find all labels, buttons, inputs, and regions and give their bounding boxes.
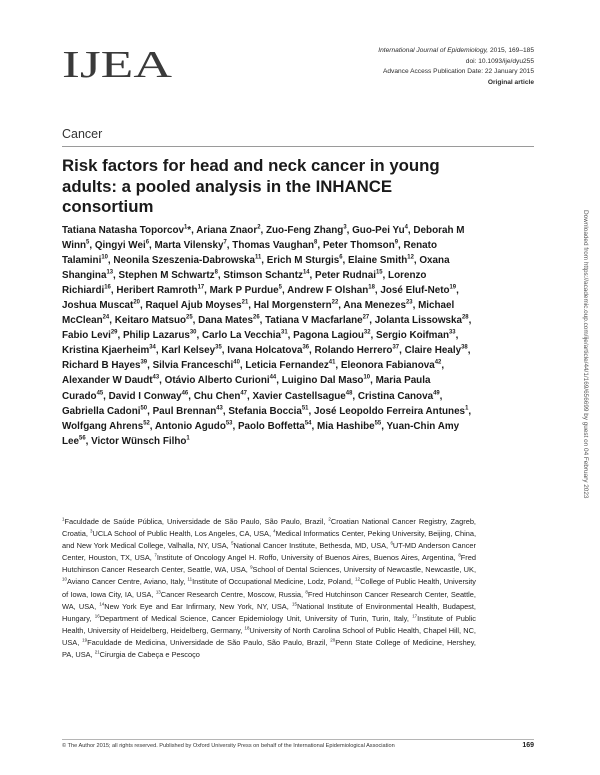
journal-citation (254, 46, 534, 57)
author-name: Carlo La Vecchia (201, 330, 282, 342)
author-affiliation-ref: 51 (301, 405, 309, 412)
author-name: Sergio Koifman (376, 330, 449, 342)
author-affiliation-ref: 23 (405, 299, 413, 306)
author-name: Leticia Fernandez (245, 360, 329, 372)
author-name: Keitaro Matsuo (114, 315, 187, 327)
affiliation-text: Department of Medical Science, Cancer Epidemiology Unit, University of Turin, Turin, Italy, (99, 613, 409, 623)
author (282, 375, 370, 386)
affiliation (250, 565, 476, 574)
affiliation-number: 15 (292, 601, 297, 607)
author-name: Xavier Castellsague (252, 390, 346, 402)
affiliation-number: 4 (273, 528, 276, 534)
author-affiliation-ref: 18 (368, 284, 375, 291)
author (380, 285, 456, 296)
advance-access-label: Advance Access Publication Date: (382, 68, 484, 76)
author-name: Philip Lazarus (122, 330, 190, 342)
author-name: Fabio Levi (62, 330, 111, 342)
author-affiliation-ref: 10 (101, 254, 108, 261)
affiliation-number: 17 (412, 613, 418, 619)
affiliation-number: 21 (94, 649, 100, 655)
affiliation-text: New York Eye and Ear Infirmary, New York, NY, USA, (104, 601, 289, 611)
affiliation-number: 1 (62, 516, 65, 522)
doi[interactable]: doi: 10.1093/ije/dyu255 (465, 57, 534, 65)
author (62, 345, 156, 356)
affiliation-text: Fred Hutchinson Cancer Research Center, Seattle, WA, USA, (62, 553, 476, 575)
author-name: Paolo Boffetta (237, 420, 305, 432)
author-affiliation-ref: 41 (328, 360, 336, 367)
author-name: Silvia Franceschi (152, 360, 234, 372)
affiliation-text: Cirurgia de Cabeça e Pescoço (99, 650, 200, 660)
author-name: Yuan-Chin Amy Lee (62, 420, 460, 447)
author-name: Qingyi Wei (94, 240, 146, 252)
affiliation (156, 590, 303, 599)
affiliation-list (62, 516, 476, 661)
author-affiliation-ref: 48 (345, 390, 353, 397)
author-affiliation-ref: 5 (278, 284, 282, 291)
author-name: Pagona Lagiou (293, 330, 364, 342)
author (287, 285, 375, 296)
affiliation-text: Medical Informatics Center, Peking University, Beijing, China, and New York Medical College, Valhalla, NY, USA, (62, 529, 476, 551)
affiliation-text: Croatian National Cancer Registry, Zagreb, Croatia, (62, 517, 476, 539)
author-affiliation-ref: 7 (223, 239, 227, 246)
author (62, 330, 117, 341)
author (62, 406, 147, 417)
author (293, 330, 370, 341)
author (341, 360, 441, 371)
affiliation (95, 650, 200, 659)
author-name: José Leopoldo Ferreira Antunes (313, 405, 466, 417)
author (198, 315, 259, 326)
author-name: Claire Healy (404, 345, 462, 357)
author (153, 360, 240, 371)
author-name: Michael McClean (62, 300, 455, 327)
author (115, 315, 193, 326)
author-name: Otávio Alberto Curioni (164, 375, 270, 387)
author-affiliation-ref: 26 (253, 314, 260, 321)
journal-name: International Journal of Epidemiology, (378, 47, 489, 54)
author-name: Victor Wünsch Filho (91, 435, 187, 447)
author-affiliation-ref: 6 (339, 254, 343, 261)
author-affiliation-ref: 27 (362, 314, 370, 321)
author (95, 240, 149, 251)
author-name: Lorenzo Richiardi (62, 270, 427, 297)
author-affiliation-ref: 40 (233, 360, 240, 367)
author (155, 421, 233, 432)
author (405, 345, 468, 356)
section-heading: Cancer (62, 127, 103, 141)
author (113, 255, 261, 266)
author-name: Alexander W Daudt (62, 375, 153, 387)
author-affiliation-ref: 15 (375, 269, 383, 276)
section-divider (62, 146, 534, 147)
affiliation-number: 6 (390, 540, 393, 546)
author-name: Dana Mates (198, 315, 254, 327)
author-affiliation-ref: 28 (462, 314, 469, 321)
author-affiliation-ref: 37 (392, 345, 400, 352)
affiliation-text: University of North Carolina School of Public Health, Chapel Hill, NC, USA, (62, 625, 476, 647)
author-name: Stephen M Schwartz (118, 270, 215, 282)
affiliation-number: 16 (94, 613, 100, 619)
author (109, 391, 189, 402)
affiliation-text: National Institute of Environmental Health, Budapest, Hungary, (62, 601, 476, 623)
affiliation-text: Cancer Research Centre, Moscow, Russia, (160, 589, 304, 599)
affiliation-number: 10 (62, 577, 67, 582)
author (352, 225, 408, 236)
logo-text: IJEA (62, 46, 173, 82)
affiliation (90, 529, 271, 538)
author (343, 300, 412, 311)
author-name: Andrew F Olshan (287, 285, 369, 297)
author (223, 270, 309, 281)
author (194, 391, 247, 402)
author (228, 406, 308, 417)
author (238, 421, 312, 432)
affiliation (62, 517, 325, 526)
author-affiliation-ref: 12 (407, 254, 414, 261)
affiliation-text: Institute of Occupational Medicine, Lodz, Poland, (192, 577, 353, 587)
author (245, 360, 335, 371)
author-affiliation-ref: 17 (197, 284, 205, 291)
affiliation (82, 638, 327, 647)
author-affiliation-ref: 22 (331, 299, 339, 306)
author-affiliation-ref: 55 (374, 420, 382, 427)
affiliation-text: Fred Hutchinson Cancer Research Center, Seattle, WA, USA, (62, 589, 476, 611)
author (314, 406, 468, 417)
author-affiliation-ref: 52 (143, 420, 150, 427)
author-affiliation-ref: 1 (184, 224, 188, 231)
author-name: Tatiana Natasha Toporcov (62, 225, 184, 236)
author-affiliation-ref: 53 (225, 420, 233, 427)
affiliation-number: 19 (82, 637, 88, 643)
author (161, 345, 221, 356)
author-name: Mia Hashibe (316, 420, 375, 432)
author (123, 330, 197, 341)
affiliation-text: UT-MD Anderson Cancer Center, Houston, TX, USA, (62, 541, 476, 563)
author-affiliation-ref: 3 (343, 224, 347, 231)
author-name: Erich M Sturgis (266, 255, 340, 267)
author-name: David I Conway (108, 390, 182, 402)
author-name: José Eluf-Neto (380, 285, 450, 297)
author (119, 270, 218, 281)
author-affiliation-ref: 29 (110, 330, 118, 337)
affiliation-number: 2 (328, 516, 331, 522)
author-affiliation-ref: 9 (394, 239, 399, 246)
author (202, 330, 288, 341)
author-name: Ana Menezes (343, 300, 406, 312)
author-affiliation-ref: 25 (186, 314, 193, 321)
author-affiliation-ref: 1 (186, 435, 190, 442)
author (358, 391, 440, 402)
author (62, 225, 191, 236)
author-name: Antonio Agudo (154, 420, 226, 432)
affiliation-number: 7 (154, 552, 157, 558)
author-name: Wolfgang Ahrens (62, 420, 144, 432)
author-affiliation-ref: 36 (302, 345, 310, 352)
affiliation (62, 577, 185, 586)
page-number: 169 (522, 742, 534, 749)
author-affiliation-ref: 34 (149, 345, 156, 352)
author-affiliation-ref: 4 (404, 224, 408, 231)
author-name: Raquel Ajub Moyses (145, 300, 242, 312)
author-name: Maria Paula Curado (62, 375, 431, 402)
author-name: Mark P Purdue (209, 285, 279, 297)
author-affiliation-ref: 11 (255, 254, 262, 261)
author-name: Hal Morgenstern (253, 300, 332, 312)
author-affiliation-ref: 46 (181, 390, 189, 397)
author-name: Stimson Schantz (223, 270, 303, 282)
author (315, 345, 400, 356)
article-type: Original article (487, 78, 534, 86)
author-affiliation-ref: 21 (241, 299, 249, 306)
affiliation-number: 5 (231, 540, 234, 546)
author-affiliation-ref: 20 (133, 299, 140, 306)
author-name: Chu Chen (193, 390, 241, 402)
affiliation-number: 8 (305, 589, 308, 595)
author-affiliation-ref: 35 (215, 345, 222, 352)
article-title: Risk factors for head and neck cancer in young adults: a pooled analysis in the INHANCE consortium (62, 156, 440, 216)
affiliation-number: 14 (99, 601, 105, 607)
author-affiliation-ref: 42 (434, 360, 442, 367)
author-name: Richard B Hayes (62, 360, 141, 372)
author-affiliation-ref: 49 (433, 390, 440, 397)
author (376, 330, 456, 341)
author-affiliation-ref: 45 (96, 390, 104, 397)
author-name: Eleonora Fabianova (340, 360, 435, 372)
author-affiliation-ref: 54 (304, 420, 312, 427)
author-name: Deborah M Winn (62, 225, 465, 252)
author (315, 270, 383, 281)
author (196, 225, 260, 236)
author (165, 375, 277, 386)
author-list: Tatiana Natasha Toporcov$^1$*, Ariana Znaor$^2$, Zuo-Feng Zhang$^3$, Guo-Pei Yu$^4$, Deborah M Winn$^5$, Qingyi Wei$^6$, Marta Vilensky$^7$, Thomas Vaughan$^8$, Peter Thomson$^9$, Renato Talamini$^{10}$, Neonila Szeszenia-Dabrowska$^{11}$, Erich M Sturgis$^6$, Elaine Smith$^{12}$, Oxana Shangina$^{13}$, Stephen M Schwartz$^8$, Stimson Schantz$^{14}$, Peter Rudnai$^{15}$, Lorenzo Richiardi$^{16}$, Heribert Ramroth$^{17}$, Mark P Purdue$^5$, Andrew F Olshan$^{18}$, José Eluf-Neto$^{19}$, Joshua Muscat$^{20}$, Raquel Ajub Moyses$^{21}$, Hal Morgenstern$^{22}$, Ana Menezes$^{23}$, Michael McClean$^{24}$, Keitaro Matsuo$^{25}$, Dana Mates$^{26}$, Tatiana V Macfarlane$^{27}$, Jolanta Lissowska$^{28}$, Fabio Levi$^{29}$, Philip Lazarus$^{30}$, Carlo La Vecchia$^{31}$, Pagona Lagiou$^{32}$, Sergio Koifman$^{33}$, Kristina Kjaerheim$^{34}$, Karl Kelsey$^{35}$, Ivana Holcatova$^{36}$, Rolando Herrero$^{37}$, Claire Healy$^{38}$, Richard B Hayes$^{39}$, Silvia Franceschi$^{40}$, Leticia Fernandez$^{41}$, Eleonora Fabianova$^{42}$, Alexander W Daudt$^{43}$, Otávio Alberto Curioni$^{44}$, Luigino Dal Maso$^{10}$, Maria Paula Curado$^{45}$, David I Conway$^{46}$, Chu Chen$^{47}$, Xavier Castellsague$^{48}$, Cristina Canova$^{49}$, Gabriella Cadoni$^{50}$, Paul Brennan$^{43}$, Stefania Boccia$^{51}$, José Leopoldo Ferreira Antunes$^1$, Wolfgang Ahrens$^{52}$, Antonio Agudo$^{53}$, Paolo Boffetta$^{54}$, Mia Hashibe$^{55}$, Yuan-Chin Amy Lee$^{56}$, Victor Wünsch Filho$^1$ (62, 224, 472, 447)
author (91, 436, 190, 447)
author (254, 300, 339, 311)
citation-pages: 2015, 169–185 (489, 47, 534, 54)
affiliation-text: Penn State College of Medicine, Hershey, PA, USA, (62, 637, 476, 660)
author-affiliation-ref: 8 (314, 239, 318, 246)
author-affiliation-ref: 8 (214, 269, 218, 276)
author (62, 300, 140, 311)
affiliation-number: 8 (458, 552, 461, 558)
author-affiliation-ref: 43 (152, 375, 160, 382)
affiliation-text: Institute of Oncology Angel H. Roffo, University of Buenos Aires, Buenos Aires, Argentina, (156, 553, 456, 563)
author-name: Luigino Dal Maso (281, 375, 364, 387)
author-affiliation-ref: 33 (448, 330, 456, 337)
affiliation-text: Faculdade de Saúde Pública, Universidade de São Paulo, São Paulo, Brazil, (64, 517, 326, 526)
author (267, 255, 343, 266)
author-affiliation-ref: 50 (140, 405, 148, 412)
author-name: Ariana Znaor (196, 225, 258, 236)
author-affiliation-ref: 6 (145, 239, 149, 246)
author (62, 375, 159, 386)
author-name: Guo-Pei Yu (352, 225, 405, 236)
affiliation-number: 11 (187, 577, 193, 582)
download-watermark: Downloaded from https://academic.oup.com/ije/article/44/1/169/656699 by guest on 04 February 2023 (582, 210, 589, 499)
author (252, 391, 352, 402)
affiliation (154, 553, 455, 562)
affiliation-number: 12 (355, 577, 361, 582)
copyright-notice: © The Author 2015; all rights reserved. Published by Oxford University Press on behalf of the International Epidemiological Association (62, 743, 395, 749)
author (317, 421, 381, 432)
author-name: Paul Brennan (152, 405, 217, 417)
author-name: Oxana Shangina (62, 255, 450, 282)
affiliation-text: Faculdade de Medicina, Universidade de São Paulo, São Paulo, Brazil, (87, 637, 328, 647)
author-name: Neonila Szeszenia-Dabrowska (113, 255, 256, 267)
author-name: Elaine Smith (348, 255, 408, 267)
author-affiliation-ref: 24 (102, 314, 110, 321)
author-affiliation-ref: 44 (269, 375, 277, 382)
author (265, 315, 369, 326)
affiliation-text: Aviano Cancer Centre, Aviano, Italy, (66, 577, 186, 587)
author (375, 315, 469, 326)
article-header-meta (254, 46, 534, 88)
author (155, 240, 227, 251)
author-name: Karl Kelsey (161, 345, 216, 357)
author-affiliation-ref: 13 (106, 269, 114, 276)
affiliation-number: 9 (250, 564, 253, 570)
author (116, 285, 204, 296)
author-affiliation-ref: 16 (104, 284, 111, 291)
author-affiliation-ref: 47 (240, 390, 247, 397)
author-affiliation-ref: 38 (461, 345, 468, 352)
author-affiliation-ref: 2 (257, 224, 261, 231)
affiliation-text: UCLA School of Public Health, Los Angeles, CA, USA, (92, 529, 272, 539)
ijea-logo (62, 46, 174, 82)
author-name: Thomas Vaughan (232, 240, 315, 252)
affiliation (99, 602, 288, 611)
author (348, 255, 414, 266)
affiliation-number: 20 (330, 637, 336, 643)
author (62, 360, 147, 371)
author-name: Joshua Muscat (62, 300, 134, 312)
affiliation-number: 13 (155, 589, 161, 595)
author-name: Peter Thomson (322, 240, 395, 252)
author (210, 285, 282, 296)
author-name: Kristina Kjaerheim (62, 345, 150, 357)
author-name: Gabriella Cadoni (62, 405, 141, 417)
author-affiliation-ref: 30 (189, 330, 197, 337)
author (62, 421, 150, 432)
author-name: Ivana Holcatova (227, 345, 303, 357)
author-name: Cristina Canova (357, 390, 434, 402)
author-affiliation-ref: 1 (465, 405, 469, 412)
author-name: Rolando Herrero (314, 345, 393, 357)
author-affiliation-ref: 10 (363, 375, 371, 382)
author-affiliation-ref: 5 (86, 239, 90, 246)
author (232, 240, 317, 251)
affiliation-number: 18 (244, 625, 250, 631)
author-affiliation-ref: 43 (216, 405, 223, 412)
author (323, 240, 398, 251)
affiliation-number: 3 (90, 528, 93, 534)
author-affiliation-ref: 14 (302, 269, 310, 276)
author-name: Heribert Ramroth (116, 285, 198, 297)
author (145, 300, 248, 311)
author-affiliation-ref: 31 (281, 330, 288, 337)
author-affiliation-ref: 19 (449, 284, 457, 291)
author-name: Peter Rudnai (315, 270, 376, 282)
author (153, 406, 223, 417)
author-affiliation-ref: 32 (363, 330, 371, 337)
author-name: Stefania Boccia (228, 405, 302, 417)
author-name: Jolanta Lissowska (374, 315, 462, 327)
author-affiliation-ref: 56 (79, 435, 86, 442)
affiliation (95, 614, 409, 623)
affiliation-text: Institute of Public Health, University of Heidelberg, Heidelberg, Germany, (62, 613, 476, 635)
author-name: Marta Vilensky (154, 240, 224, 252)
affiliation-text: College of Public Health, University of Iowa, Iowa City, IA, USA, (62, 577, 477, 599)
footer-divider (62, 739, 534, 740)
advance-access (254, 67, 534, 78)
advance-access-date: 22 January 2015 (484, 68, 534, 76)
author (266, 225, 347, 236)
author (227, 345, 309, 356)
author-name: Zuo-Feng Zhang (265, 225, 344, 236)
author-affiliation-ref: 39 (140, 360, 148, 367)
affiliation-text: School of Dental Sciences, University of Newcastle, Newcastle, UK, (252, 565, 476, 575)
corresponding-author-mark: * (187, 225, 192, 236)
author-name: Renato Talamini (62, 240, 437, 267)
author-name: Tatiana V Macfarlane (265, 315, 363, 327)
affiliation (231, 541, 388, 550)
affiliation (188, 577, 353, 586)
affiliation-text: National Cancer Institute, Bethesda, MD, USA, (233, 541, 389, 551)
